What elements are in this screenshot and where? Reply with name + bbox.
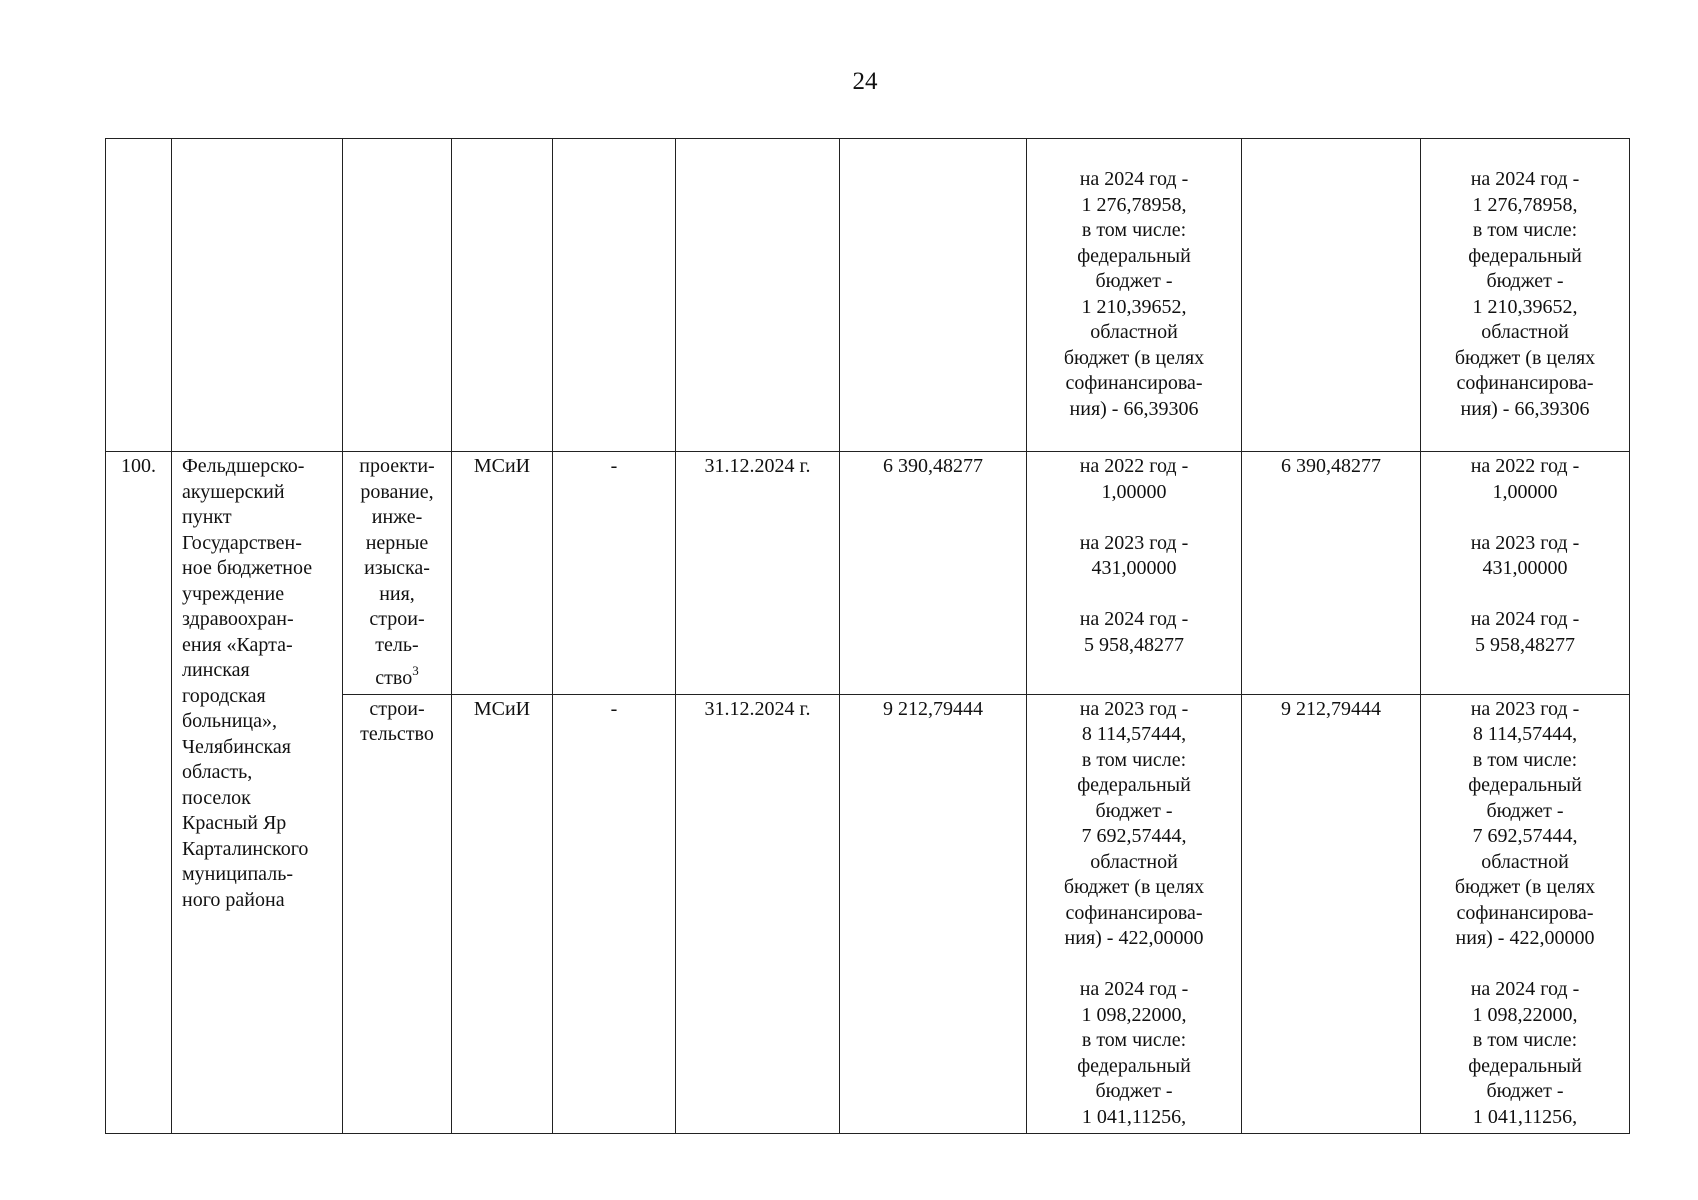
cell-deadline-b: 31.12.2024 г. [676, 694, 840, 1133]
cell-dash-a: - [553, 452, 676, 695]
cell-financing-b: на 2023 год - 8 114,57444, в том числе: федеральный бюджет - 7 692,57444, областной бюджет (в целях софинансирова- ния) - 422,00000 на 2024 год - 1 098,22000, в том числе: федеральный бюджет - 1 041,11256, [1027, 694, 1242, 1133]
cell-dash-b: - [553, 694, 676, 1133]
cell-cost-total-b: 9 212,79444 [1242, 694, 1421, 1133]
work-type-a-text: проекти- рование, инже- нерные изыска- ния, строи- тель- ство [359, 455, 435, 689]
cell-financing: на 2024 год - 1 276,78958, в том числе: федеральный бюджет - 1 210,39652, областной бюджет (в целях софинансирова- ния) - 66,39306 [1027, 139, 1242, 452]
cell-cost-total [1242, 139, 1421, 452]
cell-cost-total-a: 6 390,48277 [1242, 452, 1421, 695]
object-table-container [105, 138, 1629, 1134]
table-row-entry-100-a [106, 452, 1630, 695]
cell-entry-name: Фельдшерско- акушерский пункт Государствен- ное бюджетное учреждение здравоохран- ения «Карта- линская городская больница», Челябинская область, поселок Красный Яр Карталинского муниципаль- ного района [172, 452, 343, 1134]
cell-name [172, 139, 343, 452]
cell-financing-a: на 2022 год - 1,00000 на 2023 год - 431,00000 на 2024 год - 5 958,48277 [1027, 452, 1242, 695]
cell-entry-number: 100. [106, 452, 172, 1134]
cell-work-type-a [343, 452, 452, 695]
cell-customer-b: МСиИ [452, 694, 553, 1133]
cell-deadline-a: 31.12.2024 г. [676, 452, 840, 695]
cell-cost [840, 139, 1027, 452]
object-table [105, 138, 1630, 1134]
cell-financing-total-a: на 2022 год - 1,00000 на 2023 год - 431,00000 на 2024 год - 5 958,48277 [1421, 452, 1630, 695]
cell-work-type [343, 139, 452, 452]
cell-customer-a: МСиИ [452, 452, 553, 695]
cell-customer [452, 139, 553, 452]
footnote-marker: 3 [412, 663, 419, 678]
table-row-continuation [106, 139, 1630, 452]
cell-work-type-b: строи- тельство [343, 694, 452, 1133]
cell-financing-total: на 2024 год - 1 276,78958, в том числе: федеральный бюджет - 1 210,39652, областной бюджет (в целях софинансирова- ния) - 66,39306 [1421, 139, 1630, 452]
cell-number [106, 139, 172, 452]
page-number: 24 [852, 68, 878, 95]
cell-cost-b: 9 212,79444 [840, 694, 1027, 1133]
cell-dash [553, 139, 676, 452]
cell-deadline [676, 139, 840, 452]
cell-financing-total-b: на 2023 год - 8 114,57444, в том числе: федеральный бюджет - 7 692,57444, областной бюджет (в целях софинансирова- ния) - 422,00000 на 2024 год - 1 098,22000, в том числе: федеральный бюджет - 1 041,11256, [1421, 694, 1630, 1133]
cell-cost-a: 6 390,48277 [840, 452, 1027, 695]
